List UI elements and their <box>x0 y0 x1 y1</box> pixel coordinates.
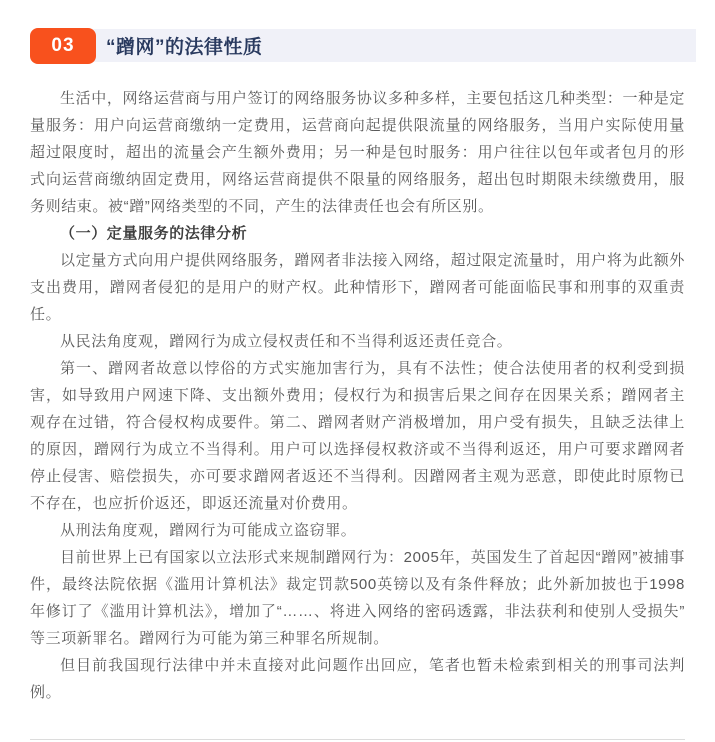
paragraph: 从刑法角度观，蹭网行为可能成立盗窃罪。 <box>60 522 357 539</box>
paragraph: 但目前我国现行法律中并未直接对此问题作出回应，笔者也暂未检索到相关的刑事司法判例。 <box>30 657 685 701</box>
section-number-badge: 03 <box>30 28 96 64</box>
section-title: “蹭网”的法律性质 <box>106 37 263 58</box>
paragraph: 生活中，网络运营商与用户签订的网络服务协议多种多样，主要包括这几种类型：一种是定量服务：用户向运营商缴纳一定费用，运营商向起提供限流量的网络服务，当用户实际使用量超过限度时，超出的流量会产生额外费用；另一种是包时服务：用户往往以包年或者包月的形式向运营商缴纳固定费用，网络运营商提供不限量的网络服务，超出包时期限未续缴费用，服务则结束。被“蹭”网络类型的不同，产生的法律责任也会有所区别。 <box>30 90 685 215</box>
paragraph: 第一、蹭网者故意以悖俗的方式实施加害行为，具有不法性；使合法使用者的权利受到损害，如导致用户网速下降、支出额外费用；侵权行为和损害后果之间存在因果关系；蹭网者主观存在过错，符合侵权构成要件。第二、蹭网者财产消极增加，用户受有损失，且缺乏法律上的原因，蹭网行为成立不当得利。用户可以选择侵权救济或不当得利返还，用户可要求蹭网者停止侵害、赔偿损失，亦可要求蹭网者返还不当得利。因蹭网者主观为恶意，即使此时原物已不存在，也应折价返还，即返还流量对价费用。 <box>30 360 685 512</box>
section-header <box>30 28 696 66</box>
document-page <box>0 28 715 742</box>
paragraph: 目前世界上已有国家以立法形式来规制蹭网行为：2005年，英国发生了首起因“蹭网”被捕事件，最终法院依据《滥用计算机法》裁定罚款500英镑以及有条件释放；此外新加披也于1998年修订了《滥用计算机法》，增加了“……、将进入网络的密码透露，非法获利和使别人受损失”等三项新罪名。蹭网行为可能为第三种罪名所规制。 <box>30 549 685 647</box>
article-body <box>30 85 685 706</box>
bottom-divider <box>30 739 685 740</box>
sub-heading: （一）定量服务的法律分析 <box>60 225 248 242</box>
paragraph: 从民法角度观，蹭网行为成立侵权责任和不当得利返还责任竞合。 <box>60 333 513 350</box>
paragraph: 以定量方式向用户提供网络服务，蹭网者非法接入网络，超过限定流量时，用户将为此额外支出费用，蹭网者侵犯的是用户的财产权。此种情形下，蹭网者可能面临民事和刑事的双重责任。 <box>30 252 685 323</box>
section-title-bar <box>90 29 696 62</box>
